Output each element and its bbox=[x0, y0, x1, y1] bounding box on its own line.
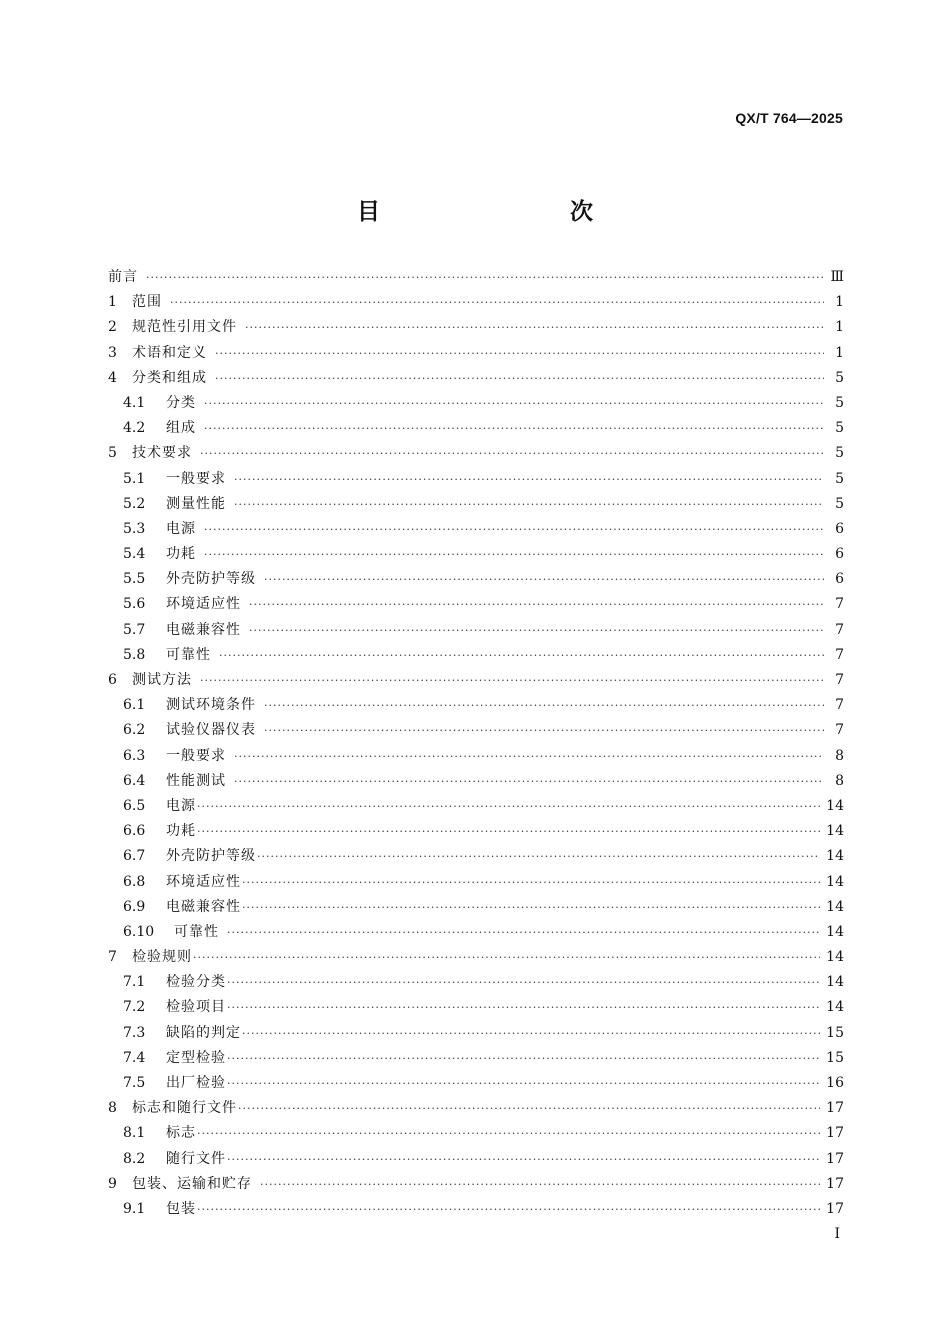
toc-entry-page: 7 bbox=[835, 596, 844, 613]
toc-leader-dots bbox=[170, 290, 824, 315]
toc-leader-dots bbox=[238, 1096, 820, 1121]
toc-entry-number: 5.7 bbox=[123, 621, 146, 638]
toc-entry[interactable] bbox=[108, 441, 844, 466]
toc-entry-page: 14 bbox=[826, 797, 844, 814]
toc-entry-number: 7 bbox=[108, 949, 117, 966]
toc-entry[interactable] bbox=[108, 1121, 844, 1146]
toc-entry[interactable] bbox=[108, 1046, 844, 1071]
toc-entry-page: 17 bbox=[826, 1200, 844, 1217]
toc-entry-page: 7 bbox=[835, 646, 844, 663]
toc-entry-page: 14 bbox=[826, 999, 844, 1016]
toc-entry[interactable] bbox=[108, 945, 844, 970]
toc-entry[interactable] bbox=[108, 567, 844, 592]
toc-leader-dots bbox=[242, 1021, 820, 1046]
toc-entry-page: 17 bbox=[826, 1150, 844, 1167]
toc-entry-number: 6.2 bbox=[123, 722, 146, 739]
toc-entry-label: 外壳防护等级 bbox=[166, 848, 256, 865]
toc-entry-label: 检验规则 bbox=[132, 949, 192, 966]
toc-entry[interactable] bbox=[108, 1021, 844, 1046]
toc-entry-page: 7 bbox=[835, 672, 844, 688]
toc-entry[interactable] bbox=[108, 467, 844, 492]
toc-entry-page: 17 bbox=[826, 1100, 844, 1117]
toc-entry-number: 9.1 bbox=[123, 1200, 146, 1217]
toc-entry-label: 范围 bbox=[132, 294, 162, 311]
toc-entry-page: Ⅲ bbox=[830, 269, 844, 285]
toc-entry-page: 1 bbox=[835, 319, 844, 336]
toc-entry-page: 8 bbox=[835, 772, 844, 789]
toc-entry[interactable] bbox=[108, 794, 844, 819]
toc-entry-number: 6.1 bbox=[123, 697, 146, 714]
toc-entry-number: 7.1 bbox=[123, 974, 146, 991]
toc-entry-page: 14 bbox=[826, 848, 844, 865]
toc-leader-dots bbox=[227, 1071, 820, 1096]
toc-entry-page: 7 bbox=[835, 621, 844, 638]
toc-entry[interactable] bbox=[108, 895, 844, 920]
toc-entry[interactable] bbox=[108, 718, 844, 743]
toc-leader-dots bbox=[234, 492, 824, 517]
toc-leader-dots bbox=[234, 744, 824, 769]
toc-entry-label: 包装 bbox=[166, 1200, 196, 1217]
toc-entry-number: 6.8 bbox=[123, 873, 146, 890]
toc-entry-number: 5.3 bbox=[123, 520, 146, 537]
toc-entry-number: 6.5 bbox=[123, 797, 146, 814]
toc-entry-label: 电源 bbox=[166, 797, 196, 814]
toc-entry-number: 6 bbox=[108, 672, 117, 688]
toc-leader-dots bbox=[204, 517, 824, 542]
toc-entry[interactable] bbox=[108, 618, 844, 643]
toc-entry[interactable] bbox=[108, 492, 844, 517]
toc-entry-number: 9 bbox=[108, 1175, 117, 1192]
toc-entry[interactable] bbox=[108, 315, 844, 340]
toc-entry-page: 5 bbox=[835, 445, 844, 462]
toc-entry-page: 16 bbox=[826, 1075, 844, 1091]
toc-entry-label: 一般要求 bbox=[166, 747, 226, 764]
toc-entry-page: 14 bbox=[826, 873, 844, 890]
toc-entry-label: 检验分类 bbox=[166, 974, 226, 991]
toc-entry-label: 检验项目 bbox=[166, 999, 226, 1016]
toc-entry-number: 7.4 bbox=[123, 1049, 146, 1066]
toc-leader-dots bbox=[242, 895, 820, 920]
toc-entry-page: 14 bbox=[826, 974, 844, 991]
table-of-contents bbox=[108, 265, 844, 1222]
toc-leader-dots bbox=[215, 341, 824, 366]
toc-entry-number: 5 bbox=[108, 445, 117, 462]
toc-leader-dots bbox=[193, 945, 820, 970]
toc-entry-number: 5.4 bbox=[123, 546, 146, 563]
toc-entry-number: 6.7 bbox=[123, 848, 146, 865]
toc-leader-dots bbox=[197, 1121, 820, 1146]
toc-entry[interactable] bbox=[108, 920, 844, 945]
toc-entry-label: 出厂检验 bbox=[166, 1075, 226, 1091]
toc-entry[interactable] bbox=[108, 668, 844, 693]
toc-entry-label: 测试方法 bbox=[132, 672, 192, 688]
toc-entry-page: 5 bbox=[835, 420, 844, 437]
toc-entry[interactable] bbox=[108, 870, 844, 895]
toc-entry-number: 5.6 bbox=[123, 596, 146, 613]
toc-entry-label: 技术要求 bbox=[132, 445, 192, 462]
toc-entry[interactable] bbox=[108, 341, 844, 366]
toc-entry-number: 4.1 bbox=[123, 394, 146, 411]
toc-entry[interactable] bbox=[108, 693, 844, 718]
toc-entry[interactable] bbox=[108, 995, 844, 1020]
toc-entry-page: 5 bbox=[835, 495, 844, 512]
toc-entry-page: 15 bbox=[826, 1049, 844, 1066]
toc-entry-page: 5 bbox=[835, 369, 844, 386]
toc-entry[interactable] bbox=[108, 819, 844, 844]
toc-entry[interactable] bbox=[108, 643, 844, 668]
toc-entry-page: 1 bbox=[835, 294, 844, 311]
toc-entry[interactable] bbox=[108, 592, 844, 617]
toc-entry-number: 8.1 bbox=[123, 1125, 146, 1142]
toc-leader-dots bbox=[234, 467, 824, 492]
toc-entry-number: 6.3 bbox=[123, 747, 146, 764]
toc-entry-label: 可靠性 bbox=[166, 646, 211, 663]
toc-leader-dots bbox=[227, 1046, 820, 1071]
toc-entry-page: 15 bbox=[826, 1024, 844, 1041]
toc-leader-dots bbox=[249, 618, 824, 643]
toc-entry[interactable] bbox=[108, 416, 844, 441]
toc-entry-label: 功耗 bbox=[166, 823, 196, 840]
toc-entry-page: 14 bbox=[826, 898, 844, 915]
toc-entry-number: 6.10 bbox=[123, 923, 155, 940]
toc-entry-number: 5.1 bbox=[123, 470, 146, 487]
toc-leader-dots bbox=[200, 668, 824, 693]
toc-entry-number: 4.2 bbox=[123, 420, 146, 437]
toc-leader-dots bbox=[197, 794, 820, 819]
toc-entry[interactable] bbox=[108, 769, 844, 794]
toc-leader-dots bbox=[264, 718, 824, 743]
toc-entry-number: 5.8 bbox=[123, 646, 146, 663]
toc-entry-label: 测量性能 bbox=[166, 495, 226, 512]
toc-entry[interactable] bbox=[108, 1071, 844, 1096]
toc-leader-dots bbox=[204, 391, 824, 416]
toc-entry-number: 6.9 bbox=[123, 898, 146, 915]
toc-entry-label: 随行文件 bbox=[166, 1150, 226, 1167]
toc-entry-page: 14 bbox=[826, 923, 844, 940]
toc-leader-dots bbox=[227, 920, 820, 945]
toc-leader-dots bbox=[200, 441, 824, 466]
toc-entry-label: 试验仪器仪表 bbox=[166, 722, 256, 739]
toc-entry-number: 3 bbox=[108, 344, 117, 361]
toc-entry[interactable] bbox=[108, 391, 844, 416]
toc-entry-label: 电源 bbox=[166, 520, 196, 537]
toc-entry-label: 功耗 bbox=[166, 546, 196, 563]
toc-entry-number: 5.5 bbox=[123, 571, 146, 588]
toc-leader-dots bbox=[219, 643, 824, 668]
toc-entry[interactable] bbox=[108, 1172, 844, 1197]
toc-entry-label: 前言 bbox=[108, 269, 138, 285]
toc-entry-label: 分类 bbox=[166, 394, 196, 411]
page-title: 目 次 bbox=[357, 198, 641, 225]
toc-leader-dots bbox=[264, 567, 824, 592]
toc-entry[interactable] bbox=[108, 1096, 844, 1121]
toc-entry[interactable] bbox=[108, 844, 844, 869]
toc-entry-number: 6.4 bbox=[123, 772, 146, 789]
toc-leader-dots bbox=[204, 416, 824, 441]
toc-entry-label: 环境适应性 bbox=[166, 873, 241, 890]
toc-entry[interactable] bbox=[108, 1197, 844, 1222]
toc-entry-page: 6 bbox=[835, 520, 844, 537]
toc-entry-page: 7 bbox=[835, 697, 844, 714]
toc-entry-label: 环境适应性 bbox=[166, 596, 241, 613]
toc-entry-page: 1 bbox=[835, 344, 844, 361]
toc-entry-page: 5 bbox=[835, 470, 844, 487]
toc-entry-label: 定型检验 bbox=[166, 1049, 226, 1066]
page-number: I bbox=[834, 1226, 840, 1242]
toc-entry-page: 17 bbox=[826, 1175, 844, 1192]
toc-entry[interactable] bbox=[108, 970, 844, 995]
toc-leader-dots bbox=[227, 970, 820, 995]
toc-leader-dots bbox=[245, 315, 824, 340]
toc-entry-number: 6.6 bbox=[123, 823, 146, 840]
toc-entry-label: 缺陷的判定 bbox=[166, 1024, 241, 1041]
toc-leader-dots bbox=[146, 265, 824, 290]
toc-entry[interactable] bbox=[108, 290, 844, 315]
toc-entry-page: 17 bbox=[826, 1125, 844, 1142]
toc-entry-number: 2 bbox=[108, 319, 117, 336]
toc-leader-dots bbox=[197, 1197, 820, 1222]
toc-entry-label: 测试环境条件 bbox=[166, 697, 256, 714]
toc-entry-label: 分类和组成 bbox=[132, 369, 207, 386]
toc-entry-label: 规范性引用文件 bbox=[132, 319, 237, 336]
toc-entry[interactable] bbox=[108, 542, 844, 567]
toc-entry-page: 5 bbox=[835, 394, 844, 411]
toc-leader-dots bbox=[227, 995, 820, 1020]
toc-entry-label: 组成 bbox=[166, 420, 196, 437]
toc-entry-number: 5.2 bbox=[123, 495, 146, 512]
toc-entry[interactable] bbox=[108, 517, 844, 542]
toc-entry-number: 1 bbox=[108, 294, 117, 311]
toc-entry-label: 电磁兼容性 bbox=[166, 621, 241, 638]
toc-entry-page: 6 bbox=[835, 571, 844, 588]
toc-entry-label: 性能测试 bbox=[166, 772, 226, 789]
standard-number: QX/T 764—2025 bbox=[735, 110, 843, 126]
toc-entry-number: 8 bbox=[108, 1100, 117, 1117]
toc-entry[interactable] bbox=[108, 744, 844, 769]
toc-entry-page: 14 bbox=[826, 823, 844, 840]
toc-entry-label: 术语和定义 bbox=[132, 344, 207, 361]
toc-leader-dots bbox=[249, 592, 824, 617]
toc-entry-number: 8.2 bbox=[123, 1150, 146, 1167]
toc-leader-dots bbox=[227, 1147, 820, 1172]
toc-leader-dots bbox=[264, 693, 824, 718]
toc-leader-dots bbox=[242, 870, 820, 895]
toc-entry-page: 7 bbox=[835, 722, 844, 739]
toc-entry[interactable] bbox=[108, 366, 844, 391]
toc-entry-label: 标志和随行文件 bbox=[132, 1100, 237, 1117]
toc-entry-label: 电磁兼容性 bbox=[166, 898, 241, 915]
toc-entry-number: 7.2 bbox=[123, 999, 146, 1016]
toc-entry[interactable] bbox=[108, 1147, 844, 1172]
toc-entry-page: 14 bbox=[826, 949, 844, 966]
toc-entry-page: 6 bbox=[835, 546, 844, 563]
toc-entry-label: 可靠性 bbox=[174, 923, 219, 940]
toc-leader-dots bbox=[234, 769, 824, 794]
toc-entry[interactable] bbox=[108, 265, 844, 290]
toc-entry-number: 4 bbox=[108, 369, 117, 386]
toc-entry-page: 8 bbox=[835, 747, 844, 764]
toc-leader-dots bbox=[204, 542, 824, 567]
toc-leader-dots bbox=[197, 819, 820, 844]
toc-entry-number: 7.3 bbox=[123, 1024, 146, 1041]
toc-leader-dots bbox=[215, 366, 824, 391]
toc-leader-dots bbox=[260, 1172, 820, 1197]
toc-entry-label: 标志 bbox=[166, 1125, 196, 1142]
toc-entry-label: 一般要求 bbox=[166, 470, 226, 487]
toc-leader-dots bbox=[257, 844, 820, 869]
toc-entry-label: 外壳防护等级 bbox=[166, 571, 256, 588]
toc-entry-number: 7.5 bbox=[123, 1075, 146, 1091]
toc-entry-label: 包装、运输和贮存 bbox=[132, 1175, 252, 1192]
